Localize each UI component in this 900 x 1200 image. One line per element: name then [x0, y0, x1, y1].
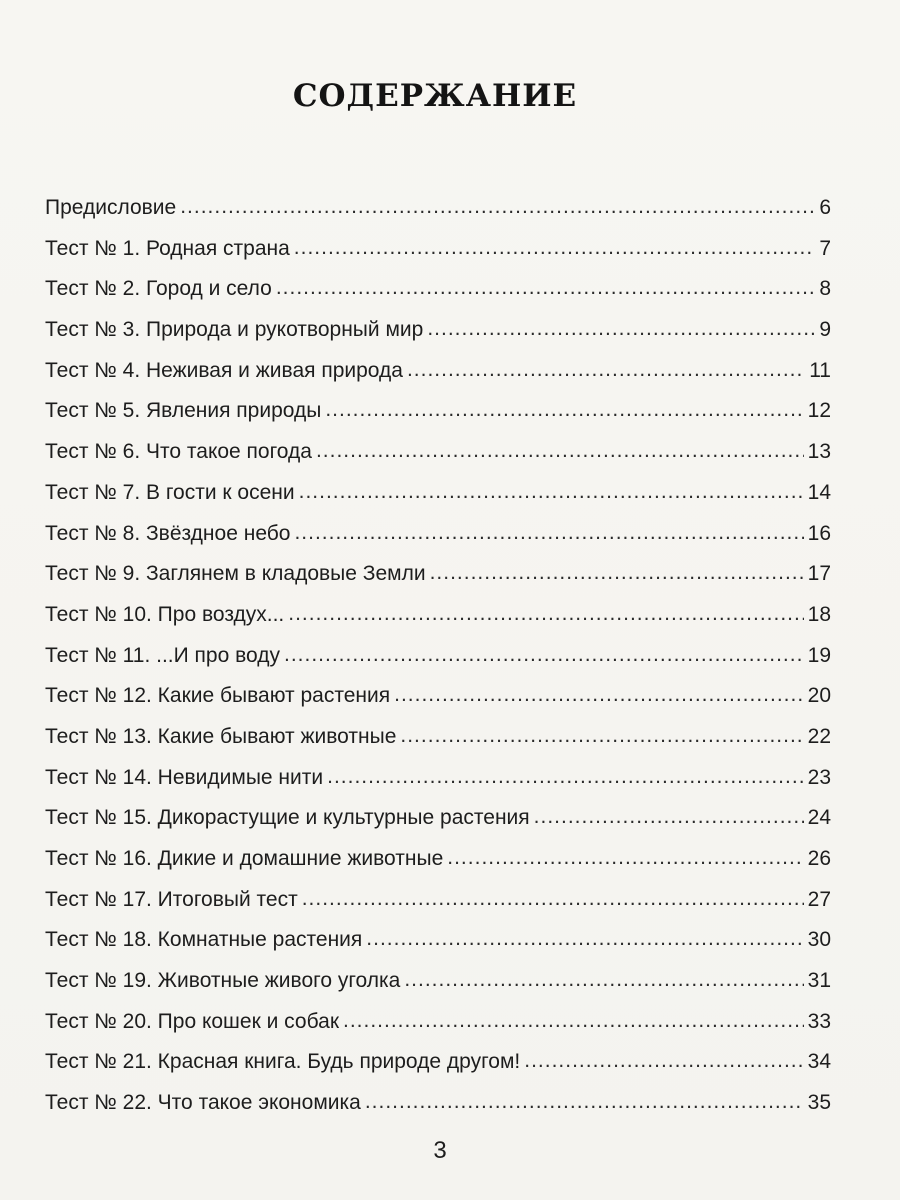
- toc-entry-label: Тест № 6. Что такое погода: [45, 440, 312, 464]
- toc-entry: [45, 644, 831, 685]
- toc-entry-label: Тест № 3. Природа и рукотворный мир: [45, 318, 424, 342]
- toc-entry-label: Тест № 12. Какие бывают растения: [45, 684, 391, 708]
- toc-entry-page: 30: [807, 928, 831, 952]
- dot-leader: [325, 398, 803, 422]
- dot-leader: [276, 276, 815, 300]
- toc-entry-label: Тест № 5. Явления природы: [45, 399, 322, 423]
- dot-leader: [365, 1090, 804, 1114]
- toc-entry: [45, 318, 831, 359]
- toc-entry-page: 31: [807, 969, 831, 993]
- dot-leader: [404, 968, 803, 992]
- toc-entry: [45, 481, 831, 522]
- toc-entry-page: 27: [807, 887, 831, 911]
- dot-leader: [447, 846, 803, 870]
- toc-entry: [45, 1091, 831, 1132]
- dot-leader: [299, 480, 804, 504]
- dot-leader: [430, 561, 804, 585]
- toc-entry-label: Тест № 16. Дикие и домашние животные: [45, 847, 444, 870]
- toc-entry-page: 26: [807, 847, 831, 870]
- toc-entry-page: 12: [807, 399, 831, 423]
- toc-entry-label: Тест № 8. Звёздное небо: [45, 521, 291, 545]
- table-of-contents: [45, 196, 831, 1132]
- toc-entry-page: 8: [819, 277, 831, 301]
- toc-entry-label: Тест № 17. Итоговый тест: [45, 887, 298, 911]
- toc-entry: [45, 440, 831, 481]
- toc-entry: [45, 1050, 831, 1091]
- toc-entry: [45, 684, 831, 725]
- toc-entry-label: Тест № 21. Красная книга. Будь природе другом!: [45, 1050, 521, 1074]
- toc-entry-label: Тест № 1. Родная страна: [45, 236, 290, 260]
- dot-leader: [400, 724, 803, 748]
- toc-entry-page: 19: [807, 643, 831, 667]
- dot-leader: [524, 1049, 803, 1073]
- toc-entry: [45, 522, 831, 563]
- toc-entry: [45, 969, 831, 1010]
- toc-entry-label: Тест № 19. Животные живого уголка: [45, 969, 401, 993]
- toc-entry-label: Тест № 18. Комнатные растения: [45, 928, 363, 952]
- toc-entry-page: 17: [807, 562, 831, 586]
- dot-leader: [316, 439, 804, 463]
- dot-leader: [407, 358, 805, 382]
- toc-entry-label: Тест № 14. Невидимые нити: [45, 765, 324, 789]
- toc-entry-page: 7: [819, 236, 831, 260]
- toc-entry: [45, 928, 831, 969]
- toc-entry-page: 24: [807, 806, 831, 830]
- toc-entry: [45, 806, 831, 847]
- toc-entry-label: Тест № 4. Неживая и живая природа: [45, 358, 403, 382]
- toc-entry-page: 35: [807, 1091, 831, 1115]
- toc-entry-label: Тест № 15. Дикорастущие и культурные растения: [45, 806, 530, 830]
- toc-entry: [45, 196, 831, 237]
- toc-entry-page: 23: [807, 765, 831, 789]
- toc-entry-page: 22: [807, 724, 831, 748]
- toc-entry: [45, 766, 831, 807]
- toc-entry-page: 20: [807, 684, 831, 708]
- dot-leader: [302, 887, 804, 911]
- toc-entry-label: Тест № 7. В гости к осени: [45, 480, 295, 504]
- toc-entry: [45, 725, 831, 766]
- toc-entry-page: 13: [807, 440, 831, 464]
- toc-entry-label: Предисловие: [45, 196, 177, 219]
- dot-leader: [534, 805, 804, 829]
- toc-entry: [45, 603, 831, 644]
- toc-entry: [45, 359, 831, 400]
- toc-entry-page: 11: [809, 358, 831, 382]
- dot-leader: [366, 927, 803, 951]
- dot-leader: [427, 317, 815, 341]
- toc-entry: [45, 562, 831, 603]
- toc-entry-page: 14: [807, 480, 831, 504]
- dot-leader: [284, 643, 804, 667]
- dot-leader: [394, 683, 804, 707]
- toc-entry-page: 16: [807, 521, 831, 545]
- dot-leader: [294, 521, 803, 545]
- dot-leader: [294, 236, 816, 260]
- dot-leader: [343, 1009, 804, 1033]
- toc-entry-label: Тест № 9. Заглянем в кладовые Земли: [45, 562, 426, 586]
- dot-leader: [288, 602, 803, 626]
- toc-entry: [45, 399, 831, 440]
- toc-entry: [45, 1010, 831, 1051]
- toc-entry-label: Тест № 11. ...И про воду: [45, 643, 280, 667]
- toc-entry-page: 33: [807, 1009, 831, 1033]
- toc-entry-label: Тест № 2. Город и село: [45, 277, 272, 301]
- toc-entry: [45, 847, 831, 888]
- toc-entry-label: Тест № 10. Про воздух...: [45, 602, 285, 626]
- toc-entry-page: 9: [819, 318, 831, 342]
- toc-entry: [45, 888, 831, 929]
- toc-entry-page: 18: [807, 602, 831, 626]
- page-title: СОДЕРЖАНИЕ: [292, 78, 578, 114]
- toc-entry-label: Тест № 13. Какие бывают животные: [45, 724, 397, 748]
- toc-entry: [45, 237, 831, 278]
- toc-entry-page: 6: [819, 196, 831, 219]
- toc-entry-page: 34: [807, 1050, 831, 1074]
- dot-leader: [327, 765, 804, 789]
- toc-entry: [45, 277, 831, 318]
- page-number: 3: [433, 1137, 447, 1164]
- toc-entry-label: Тест № 22. Что такое экономика: [45, 1091, 361, 1115]
- toc-entry-label: Тест № 20. Про кошек и собак: [45, 1009, 339, 1033]
- dot-leader: [180, 195, 815, 219]
